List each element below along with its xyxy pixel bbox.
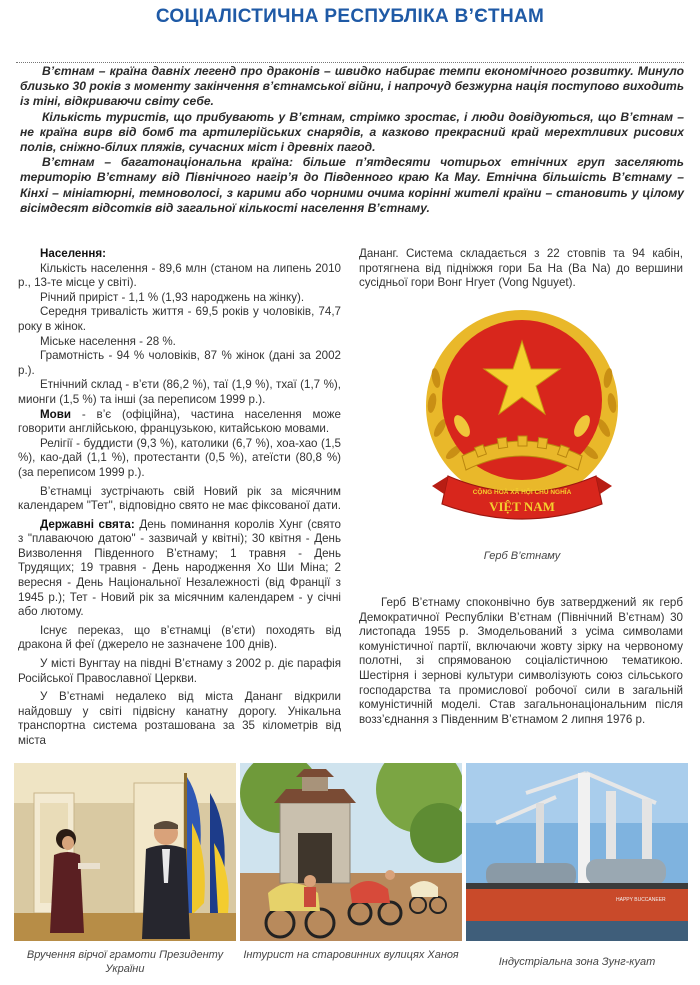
languages-heading: Мови	[40, 407, 71, 421]
languages-text: - в’є (офіційна), частина населення може говорити англійською, французькою, китайською мовами.	[18, 407, 341, 436]
left-column	[18, 247, 341, 749]
cableway-continued-text: Дананг. Система складається з 22 стовпів та 94 кабін, протягнена від підніжжя гори Ба На (Ba Na) до вершини сусідньої гори Вонг Нгует (Vong Nguyet).	[359, 247, 683, 290]
page-title: СОЦІАЛІСТИЧНА РЕСПУБЛІКА В’ЄТНАМ	[155, 6, 545, 27]
legend-text: Існує переказ, що в’єтнамці (в’єти) походять від дракона й феї (джерело не зазначене 100 днів).	[18, 623, 341, 652]
photo-industrial-zone	[466, 763, 688, 941]
intro-block	[20, 64, 684, 216]
new-year-text: В’єтнамці зустрічають свій Новий рік за місячним календарем "Тет", відповідно свято не має фіксованої дати.	[18, 484, 341, 513]
population-item: Річний приріст - 1,1 % (1,93 народжень на жінку).	[40, 290, 305, 304]
intro-paragraph: В’єтнам – країна давніх легенд про драконів – швидко набирає темпи економічного розвитку. Минуло близько 30 років з моменту закінчення в’єтнамської війни, і напрочуд безжурна нація поступово виходить із тіні, відкриваючи світу себе.	[20, 64, 684, 109]
emblem-caption: Герб В’єтнаму	[483, 550, 561, 562]
emblem-graphic	[418, 308, 626, 530]
emblem-ribbon-line2: VIỆT NAM	[489, 499, 555, 514]
population-item: Кількість населення - 89,6 млн (станом на липень 2010 р., 13-те місце у світі).	[18, 261, 341, 290]
emblem-ribbon-line1: CỘNG HOÀ XÃ HỘI CHỦ NGHĨA	[472, 489, 572, 496]
holidays-text: День поминання королів Хунг (свято з "плаваючою датою" - зазвичай у квітні); 30 квітня - День Визволення Південного В’єтнаму; 1 травня - День Трудящих; 19 травня - День народження Хо Ши Міна; 2 вересня - День Національної Незалежності (від Франції з 1945 р.); Тет - Новий рік за місячним календарем - у січні або лютому.	[18, 517, 341, 619]
intro-paragraph: В’єтнам – багатонаціональна країна: більше п’ятдесяти чотирьох етнічних груп заселяють територію В’єтнаму від Північного нагір’я до Південного краю Ка Мау. Етнічна більшість В’єтнаму – Кінхі – мініатюрні, темноволосі, з карими або чорними очима корінні жителі країни – становить у цілому вісімдесят відсотків від загальної кількості населення В’єтнаму.	[20, 155, 684, 215]
population-item: Етнічний склад - в’єти (86,2 %), таї (1,9 %), тхаї (1,7 %), мионги (1,5 %) та інші (за переписом 1999 р.).	[18, 378, 341, 406]
photo-hanoi-street	[240, 763, 462, 941]
holidays-heading: Державні свята:	[40, 517, 135, 531]
cableway-text: У В’єтнамі недалеко від міста Дананг відкрили найдовшу у світі підвісну канатну дорогу. Унікальна транспортна система розташована за 35 кілометрів від міста	[18, 690, 341, 747]
population-item: Грамотність - 94 % чоловіків, 87 % жінок (дані за 2002 р.).	[18, 349, 341, 377]
population-item: Середня тривалість життя - 69,5 років у чоловіків, 74,7 року в жінок.	[18, 305, 341, 333]
right-column-bottom	[359, 596, 683, 727]
photo-caption: Інтурист на старовинних вулицях Ханоя	[243, 949, 459, 961]
intro-paragraph: Кількість туристів, що прибувають у В’єтнам, стрімко зростає, і люди довідуються, що В’єтнам – не країна вирв від бомб та артилерійських снарядів, а казково прекрасний край мерехтливих рисових полів, сніжно-білих пляжів, сучасних міст і древніх пагод.	[20, 109, 684, 155]
population-item: Міське населення - 28 %.	[40, 334, 176, 348]
religion-text: Релігії - буддисти (9,3 %), католики (6,7 %), хоа-хао (1,5 %), као-дай (1,1 %), протестанти (0,5 %), атеїсти (80,8 %) (за переписом 1999 р.).	[18, 436, 341, 479]
right-column-top	[359, 247, 683, 291]
parish-text: У місті Вунгтау на півдні В’єтнаму з 2002 р. діє парафія Російської Православної Церкви.	[18, 657, 341, 685]
photo-credentials	[14, 763, 236, 941]
ship-name: HAPPY BUCCANEER	[616, 897, 666, 903]
photo-caption: Індустріальна зона Зунг-куат	[498, 956, 656, 968]
emblem-description: Герб В’єтнаму споконвічно був затверджений як герб Демократичної Республіки В’єтнам (Північний В’єтнам) 30 листопада 1955 р. Змодельований з усіма символами комуністичної партії, включаючи жовту зірку на червоному полотні, зі спрямованою соціалістичною тематикою. Шестірня і зернові культури символізують союз сільського господарства та промислової робочої сили в загальній комуністичній моделі. Став загальнонаціональним після возз’єднання з Південним В’єтнамом 2 липня 1976 р.	[359, 596, 683, 726]
title-divider	[16, 62, 684, 63]
photo-caption: Вручення вірчої грамоти Президенту України	[26, 949, 224, 975]
population-heading: Населення:	[40, 247, 107, 260]
vietnam-emblem	[418, 308, 626, 530]
